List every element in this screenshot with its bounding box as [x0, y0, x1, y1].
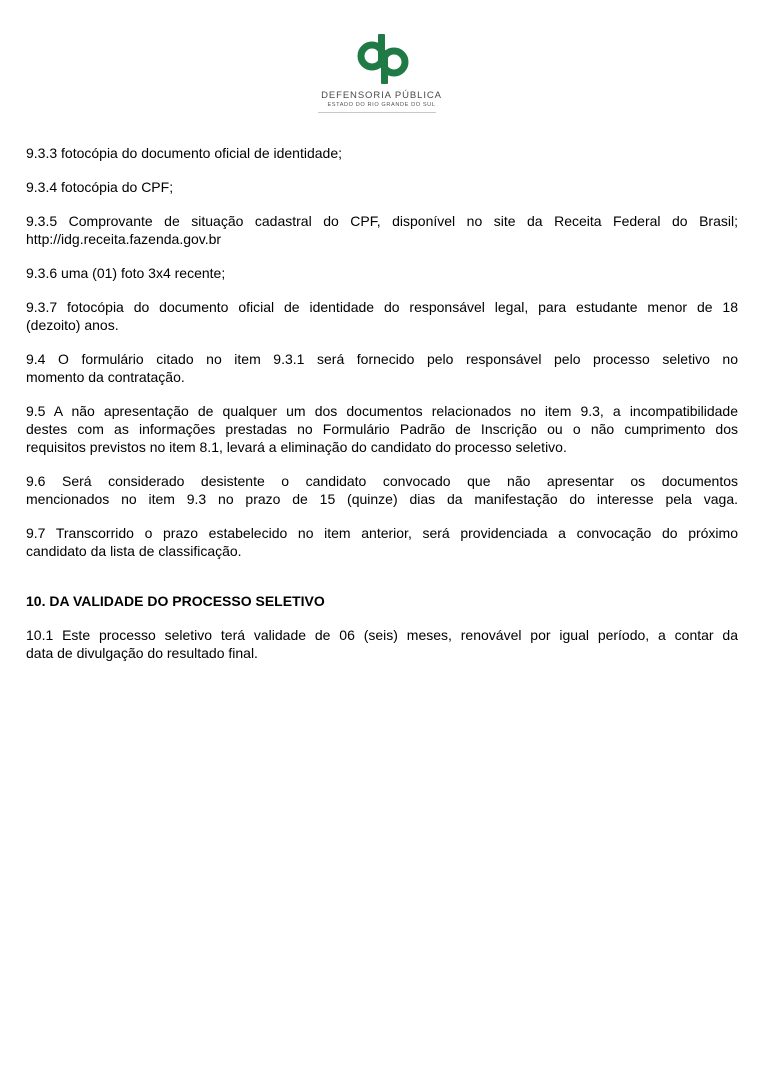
paragraph-9-3-7 — [26, 298, 738, 334]
paragraph-line: momento da contratação. — [26, 369, 185, 385]
paragraph-line: 9.3.4 fotocópia do CPF; — [26, 179, 174, 195]
defensoria-publica-logo-icon — [356, 32, 410, 86]
paragraph-line: candidato da lista de classificação. — [26, 543, 242, 559]
paragraph-line: http://idg.receita.fazenda.gov.br — [26, 231, 222, 247]
document-body — [26, 144, 738, 678]
paragraph-line: requisitos previstos no item 8.1, levará a eliminação do candidato do processo seletivo. — [26, 439, 567, 455]
paragraph-line: 9.3.3 fotocópia do documento oficial de identidade; — [26, 145, 343, 161]
paragraph-line: (dezoito) anos. — [26, 317, 119, 333]
section-10-heading: 10. DA VALIDADE DO PROCESSO SELETIVO — [26, 593, 325, 609]
org-subtitle: ESTADO DO RIO GRANDE DO SUL — [327, 102, 436, 108]
paragraph-9-6 — [26, 472, 738, 508]
paragraph-line: 9.5 A não apresentação de qualquer um dos documentos relacionados no item 9.3, a incompatibilidade — [26, 403, 738, 419]
paragraph-9-3-5 — [26, 212, 738, 248]
paragraph-line: 9.7 Transcorrido o prazo estabelecido no item anterior, será providenciada a convocação do próximo — [26, 525, 738, 541]
paragraph-line: 10.1 Este processo seletivo terá validade de 06 (seis) meses, renovável por igual período, a contar da — [26, 627, 738, 643]
paragraph-line: 9.3.5 Comprovante de situação cadastral do CPF, disponível no site da Receita Federal do Brasil; — [26, 213, 738, 229]
paragraph-line: 9.3.6 uma (01) foto 3x4 recente; — [26, 265, 226, 281]
paragraph-9-3-3 — [26, 144, 738, 162]
header-divider — [318, 112, 436, 113]
paragraph-9-4 — [26, 350, 738, 386]
paragraph-9-7 — [26, 524, 738, 560]
paragraph-line: 9.3.7 fotocópia do documento oficial de identidade do responsável legal, para estudante menor de 18 — [26, 299, 738, 315]
paragraph-9-3-6 — [26, 264, 738, 282]
paragraph-line: mencionados no item 9.3 no prazo de 15 (quinze) dias da manifestação do interesse pela vaga. — [26, 491, 738, 507]
paragraph-line: 9.4 O formulário citado no item 9.3.1 será fornecido pelo responsável pelo processo seletivo no — [26, 351, 738, 367]
paragraph-line: destes com as informações prestadas no Formulário Padrão de Inscrição ou o não cumprimento dos — [26, 421, 738, 437]
paragraph-line: 9.6 Será considerado desistente o candidato convocado que não apresentar os documentos — [26, 473, 738, 489]
paragraph-line: data de divulgação do resultado final. — [26, 645, 258, 661]
org-name: DEFENSORIA PÚBLICA — [321, 90, 442, 101]
page-header — [0, 28, 763, 118]
paragraph-9-5 — [26, 402, 738, 456]
paragraph-10-1 — [26, 626, 738, 662]
paragraph-9-3-4 — [26, 178, 738, 196]
